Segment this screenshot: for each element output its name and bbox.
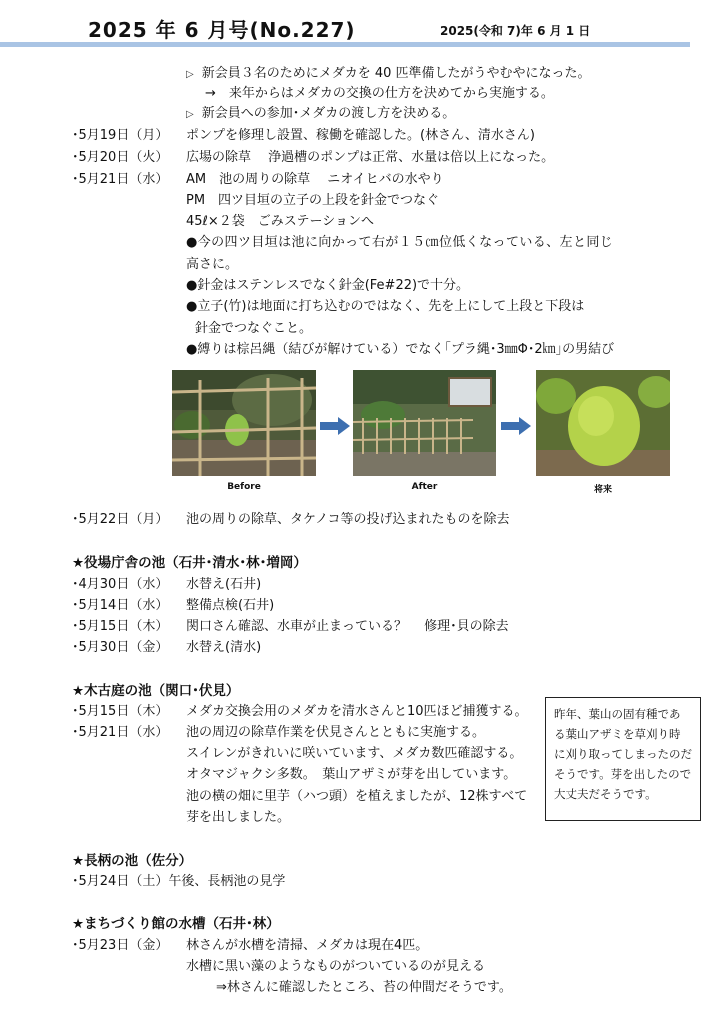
- photo-before: [172, 370, 316, 476]
- may21-note-3a: ●立子(竹)は地面に打ち込むのではなく、先を上にして上段と下段は: [186, 299, 585, 314]
- sidenote-line: 昨年、葉山の固有種であ: [554, 707, 681, 721]
- log-text: 池の横の畑に里芋（ハつ頭）を植えましたが、12株すべて: [186, 789, 528, 804]
- sidenote-line: 大丈夫だそうです。: [554, 787, 657, 801]
- log-date: ･5月14日（水）: [72, 598, 169, 613]
- log-text: ⇒林さんに確認したところ、苔の仲間だそうです。: [216, 980, 512, 995]
- section-heading-machizukuri-tank: ★まちづくり館の水槽（石井･林）: [72, 916, 280, 932]
- intro-arrow-line: → 来年からはメダカの交換の仕方を決めてから実施する。: [205, 86, 554, 101]
- may21-note-2: ●針金はステンレスでなく針金(Fe#22)で十分。: [186, 278, 470, 293]
- log-text: 水替え(清水): [186, 640, 262, 655]
- log-date: ･5月15日（木）: [72, 704, 169, 719]
- log-text: ポンプを修理し設置、稼働を確認した。(林さん、清水さん): [186, 128, 535, 143]
- log-text: 関口さん確認、水車が止まっている？ 修理･貝の除去: [186, 619, 509, 634]
- section-heading-town-hall-pond: ★役場庁舎の池（石井･清水･林･増岡）: [72, 555, 307, 571]
- arrow-right-icon: [501, 417, 531, 435]
- log-text: AM 池の周りの除草 ニオイヒバの水やり: [186, 172, 444, 187]
- photo-after-image: [353, 370, 496, 476]
- log-text: スイレンがきれいに咲いています、メダカ数匹確認する。: [186, 746, 523, 761]
- may21-pm: PM 四ツ目垣の立子の上段を針金でつなぐ: [186, 193, 440, 208]
- log-date: ･5月30日（金）: [72, 640, 169, 655]
- log-text: メダカ交換会用のメダカを清水さんと10匹ほど捕獲する。: [186, 704, 528, 719]
- sidenote-line: に刈り取ってしまったのだ: [554, 747, 692, 761]
- log-text: 林さんが水槽を清掃、メダカは現在4匹。: [186, 938, 429, 953]
- log-text: オタマジャクシ多数。 葉山アザミが芽を出しています。: [186, 767, 517, 782]
- sidenote-line: そうです。芽を出したので: [554, 767, 692, 781]
- log-text: 水替え(石井): [186, 577, 262, 592]
- may21-note-1a: ●今の四ツ目垣は池に向かって右が１５㎝位低くなっている、左と同じ: [186, 235, 614, 250]
- photo-future-image: [536, 370, 670, 476]
- photo-future: [536, 370, 670, 476]
- issue-date: 2025(令和 7)年 6 月 1 日: [440, 24, 591, 38]
- photo-before-image: [172, 370, 316, 476]
- log-date: ･5月21日（水）: [72, 172, 169, 187]
- sidenote-line: る葉山アザミを草刈り時: [554, 727, 681, 741]
- sidenote-box: [545, 697, 701, 821]
- caption-before: Before: [227, 482, 261, 492]
- log-date: ･5月15日（木）: [72, 619, 169, 634]
- log-date: ･4月30日（水）: [72, 577, 169, 592]
- log-text: 広場の除草 浄過槽のポンプは正常、水量は倍以上になった。: [186, 150, 555, 165]
- caption-after: After: [411, 482, 438, 492]
- log-date: ･5月19日（月）: [72, 128, 169, 143]
- log-date: ･5月20日（火）: [72, 150, 169, 165]
- may21-note-1b: 高さに。: [186, 257, 239, 272]
- log-date: ･5月21日（水）: [72, 725, 169, 740]
- newsletter-header: [0, 0, 724, 50]
- triangle-bullet-icon: ▷: [186, 69, 194, 80]
- intro-bullet-2: ▷ 新会員への参加･メダカの渡し方を決める。: [186, 106, 456, 121]
- log-text: 水槽に黒い藻のようなものがついているのが見える: [186, 959, 486, 974]
- photo-after: [353, 370, 496, 476]
- triangle-bullet-icon: ▷: [186, 109, 194, 120]
- log-date: ･5月22日（月）: [72, 512, 169, 527]
- caption-future: 将来: [593, 485, 612, 495]
- may21-note-3b: 針金でつなぐこと。: [195, 321, 313, 336]
- log-text: 芽を出しました。: [186, 810, 291, 825]
- intro-bullet-1: ▷ 新会員３名のためにメダカを 40 匹準備したがうやむやになった。: [186, 66, 591, 81]
- arrow-right-icon: [320, 417, 350, 435]
- issue-title: 2025 年 6 月号(No.227): [88, 18, 356, 42]
- log-date: ･5月23日（金）: [72, 938, 169, 953]
- log-text: 池の周辺の除草作業を伏見さんとともに実施する。: [186, 725, 486, 740]
- log-row: ･5月24日（土）午後、長柄池の見学: [72, 874, 286, 889]
- log-text: 整備点検(石井): [186, 598, 275, 613]
- section-heading-nagara-pond: ★長柄の池（佐分）: [72, 853, 193, 869]
- may21-note-4: ●縛りは棕呂縄（結びが解けている）でなく｢プラ縄･3㎜Φ･2㎞｣の男結び: [186, 342, 615, 357]
- header-divider: [0, 42, 690, 47]
- log-text: 池の周りの除草、タケノコ等の投げ込まれたものを除去: [186, 512, 510, 527]
- section-heading-kogoba-pond: ★木古庭の池（関口･伏見）: [72, 683, 240, 699]
- may21-trash: 45ℓ×２袋 ごみステーションへ: [186, 214, 375, 229]
